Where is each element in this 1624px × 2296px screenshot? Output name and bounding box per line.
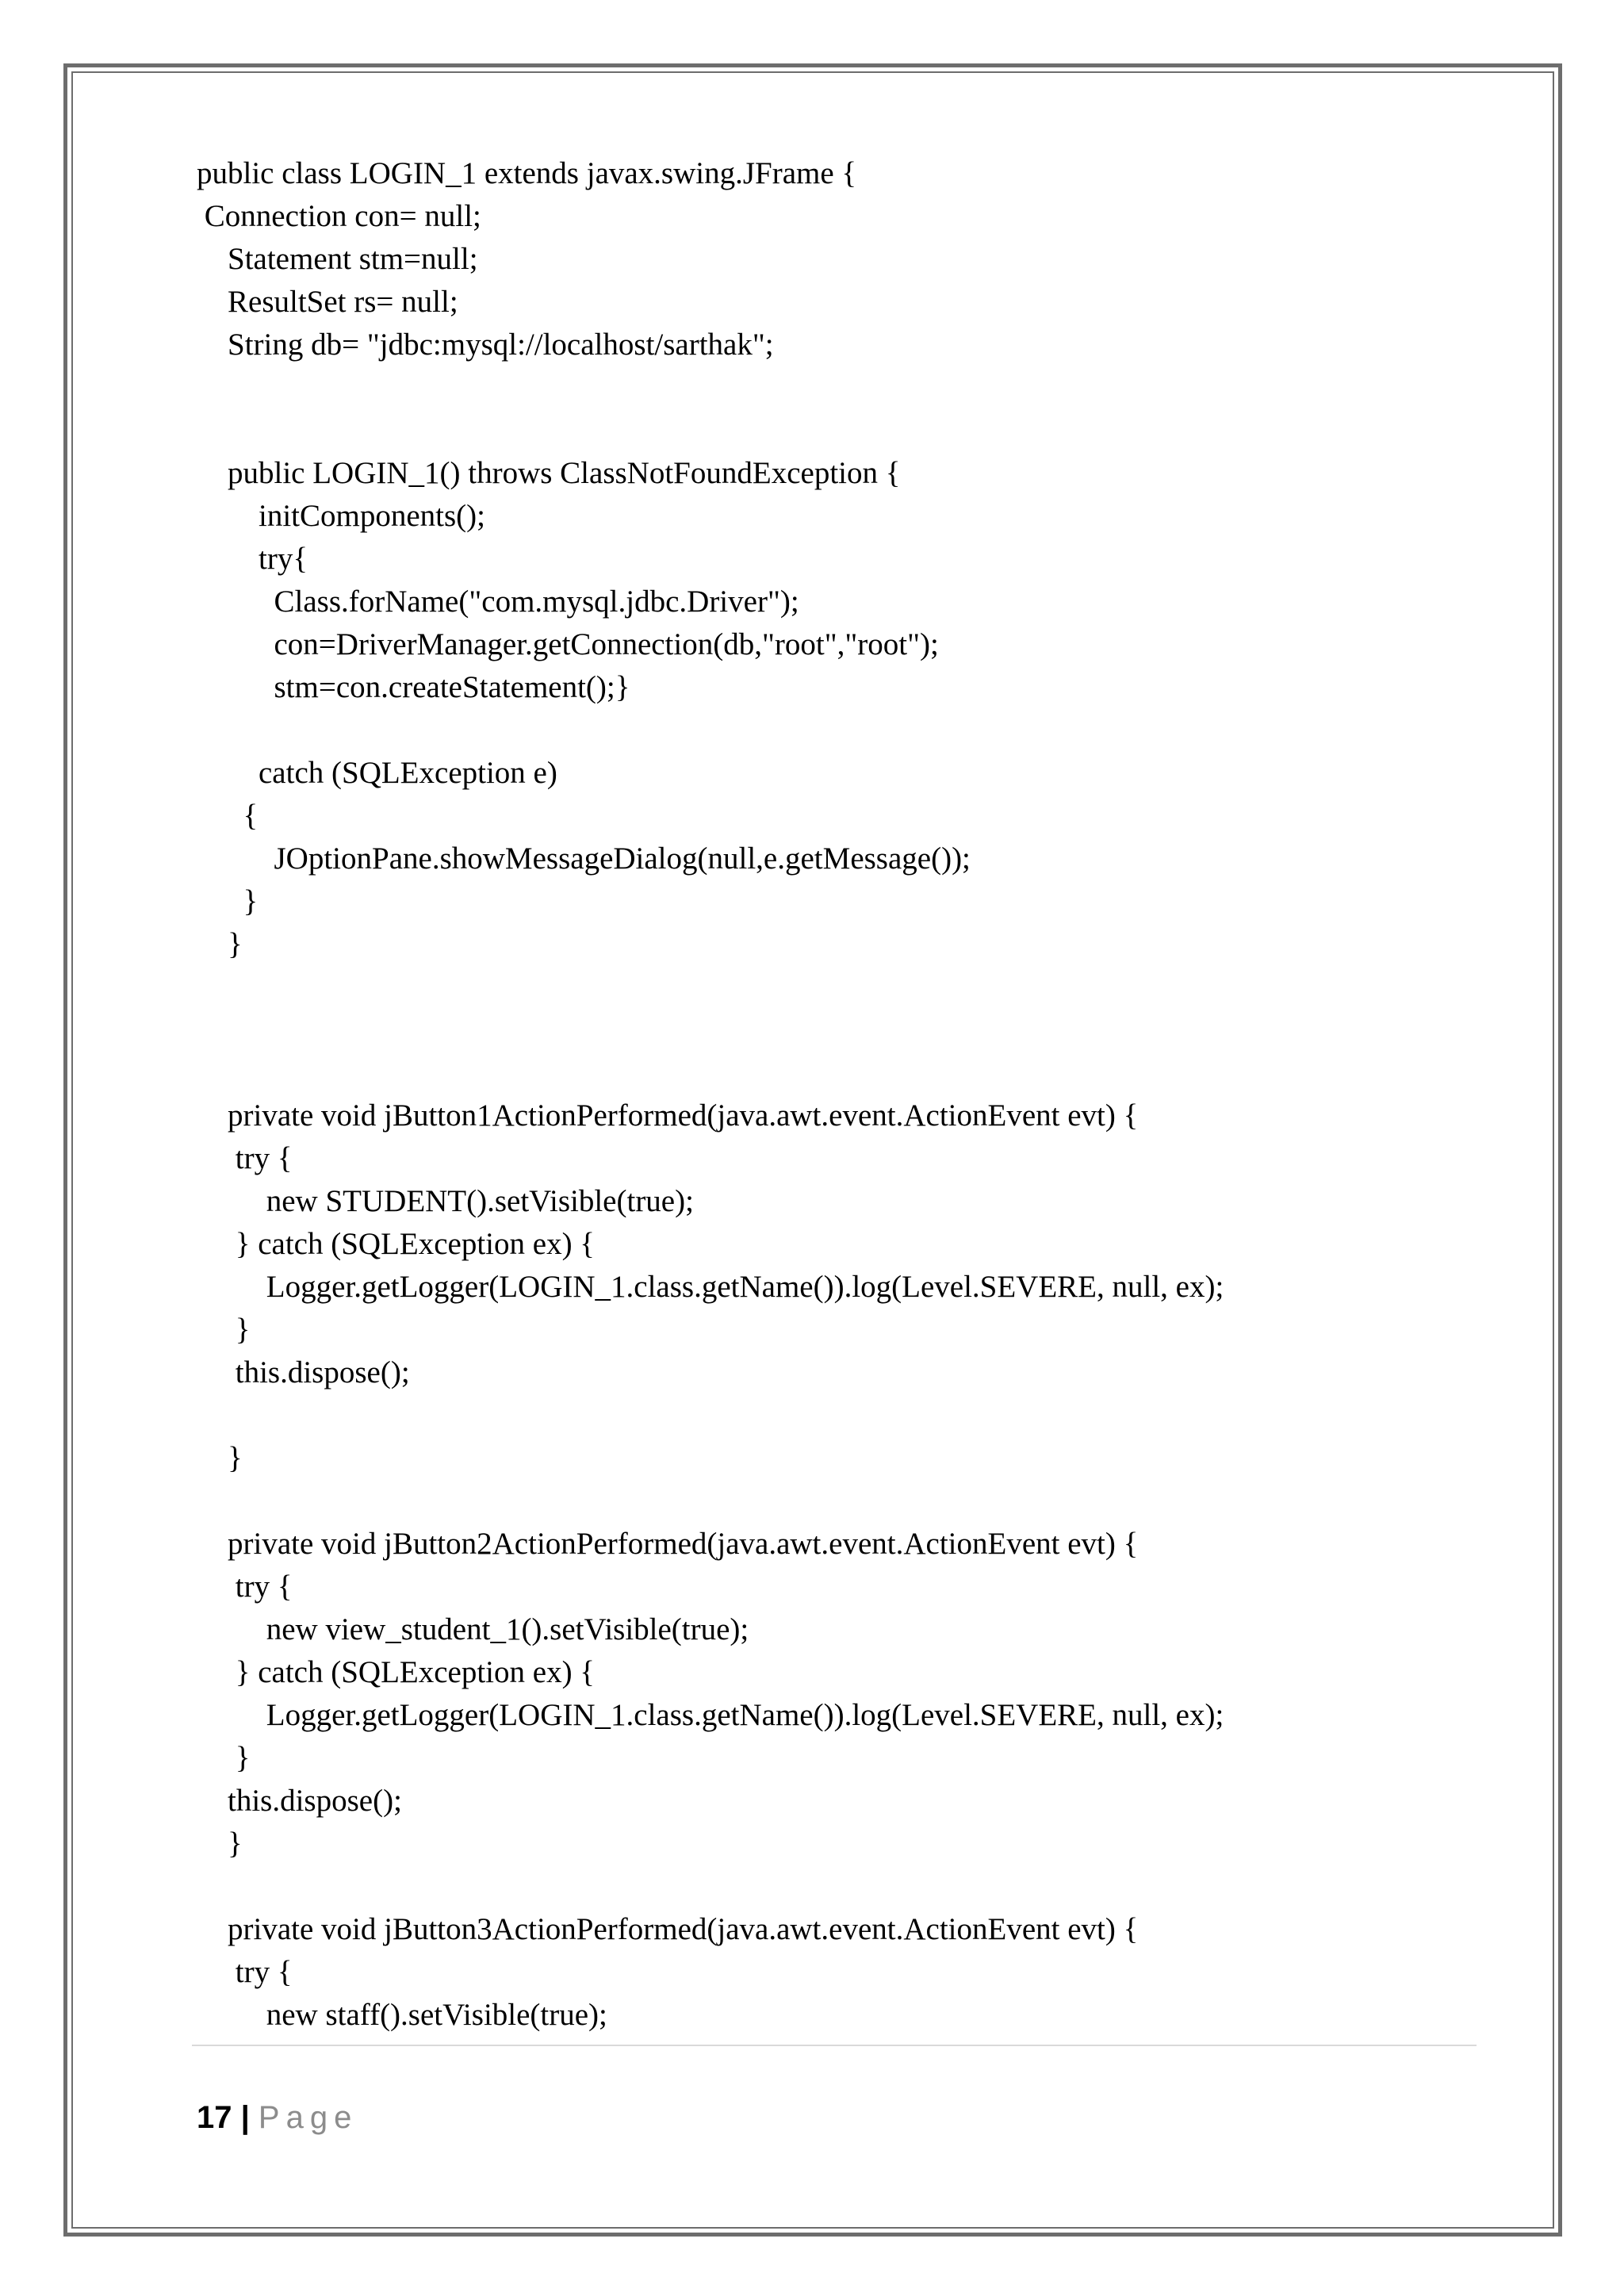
code-line: new view_student_1().setVisible(true); (197, 1612, 749, 1646)
code-line: catch (SQLException e) (197, 756, 557, 790)
page-separator: | (232, 2100, 259, 2135)
code-line: try { (197, 1141, 293, 1175)
code-line (197, 366, 1224, 409)
code-listing (197, 152, 1224, 2037)
code-line: try { (197, 1955, 293, 1989)
code-line: String db= "jdbc:mysql://localhost/sarthak"; (197, 328, 774, 362)
code-line: try{ (197, 542, 308, 576)
code-line: public class LOGIN_1 extends javax.swing.JFrame { (197, 156, 857, 190)
code-line: } (197, 1441, 243, 1475)
code-line: initComponents(); (197, 499, 485, 533)
code-line (197, 709, 1224, 752)
code-line: } (197, 1741, 251, 1775)
page-label: Page (258, 2100, 358, 2135)
code-line: try { (197, 1570, 293, 1604)
code-line: this.dispose(); (197, 1355, 410, 1389)
code-line: private void jButton2ActionPerformed(java.awt.event.ActionEvent evt) { (197, 1527, 1139, 1561)
code-line (197, 1009, 1224, 1052)
code-line: } (197, 1313, 251, 1347)
code-line: } (197, 1826, 243, 1861)
code-line: this.dispose(); (197, 1784, 402, 1818)
footer-divider (192, 2045, 1477, 2046)
code-line: } catch (SQLException ex) { (197, 1655, 596, 1689)
page-number: 17 (197, 2100, 232, 2135)
code-line (197, 1394, 1224, 1437)
code-line: new staff().setVisible(true); (197, 1998, 607, 2032)
code-line: private void jButton1ActionPerformed(java.awt.event.ActionEvent evt) { (197, 1098, 1139, 1133)
code-line: } (197, 927, 243, 961)
code-line (197, 966, 1224, 1009)
code-line: { (197, 799, 259, 833)
code-line: Logger.getLogger(LOGIN_1.class.getName()).log(Level.SEVERE, null, ex); (197, 1698, 1224, 1732)
code-line: Connection con= null; (197, 199, 481, 233)
code-line (197, 1480, 1224, 1523)
code-line: new STUDENT().setVisible(true); (197, 1184, 694, 1218)
code-line: public LOGIN_1() throws ClassNotFoundException { (197, 456, 901, 490)
code-line: con=DriverManager.getConnection(db,"root","root"); (197, 627, 939, 661)
code-line: Logger.getLogger(LOGIN_1.class.getName()).log(Level.SEVERE, null, ex); (197, 1270, 1224, 1304)
code-line: stm=con.createStatement();} (197, 670, 630, 704)
code-line: ResultSet rs= null; (197, 285, 458, 319)
code-line (197, 1052, 1224, 1094)
page-footer (197, 2099, 358, 2137)
code-line: } catch (SQLException ex) { (197, 1227, 596, 1261)
code-line: private void jButton3ActionPerformed(java.awt.event.ActionEvent evt) { (197, 1912, 1139, 1946)
code-line: Statement stm=null; (197, 242, 478, 276)
code-line: Class.forName("com.mysql.jdbc.Driver"); (197, 585, 799, 619)
code-line: JOptionPane.showMessageDialog(null,e.getMessage()); (197, 841, 971, 876)
code-line (197, 1865, 1224, 1908)
code-line (197, 409, 1224, 452)
code-line: } (197, 884, 259, 918)
